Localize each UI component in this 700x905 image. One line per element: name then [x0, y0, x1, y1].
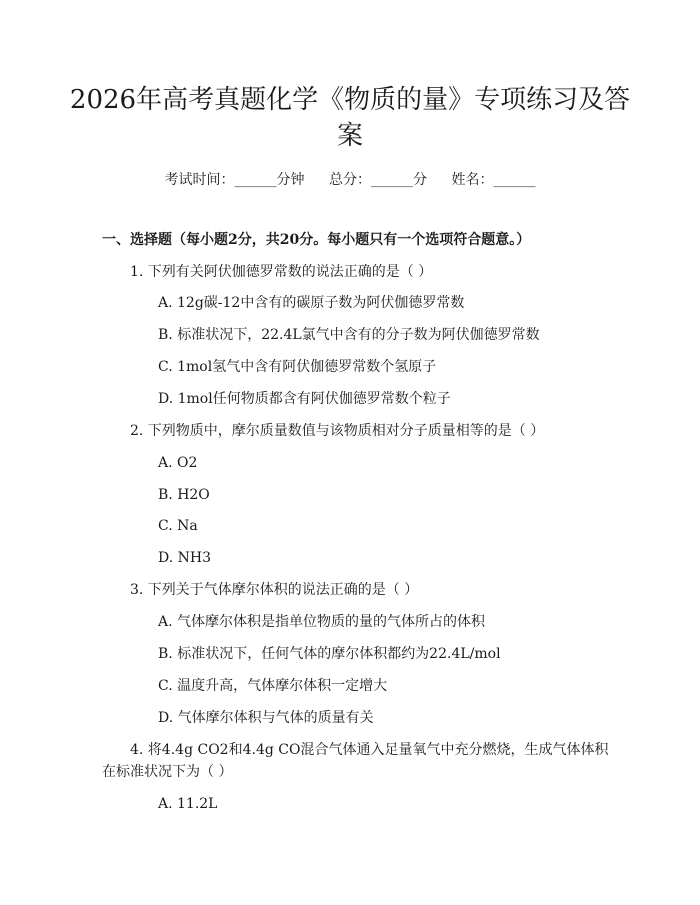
question-option: A. O2	[158, 455, 198, 471]
question-option: B. H2O	[158, 487, 210, 503]
question-option: D. 1mol任何物质都含有阿伏伽德罗常数个粒子	[158, 391, 451, 407]
exam-name: 姓名：______	[451, 172, 536, 188]
question-option: A. 气体摩尔体积是指单位物质的量的气体所占的体积	[158, 614, 486, 630]
question-option: A. 12g碳-12中含有的碳原子数为阿伏伽德罗常数	[158, 295, 465, 311]
question-option: D. NH3	[158, 550, 211, 566]
question-option: C. 1mol氢气中含有阿伏伽德罗常数个氢原子	[158, 359, 437, 375]
document-title: 2026年高考真题化学《物质的量》专项练习及答案	[69, 85, 631, 151]
question-stem: 3. 下列关于气体摩尔体积的说法正确的是（ ）	[130, 582, 419, 598]
question-option: B. 标准状况下，22.4L氯气中含有的分子数为阿伏伽德罗常数	[158, 327, 540, 343]
exam-score: 总分：______分	[329, 172, 427, 188]
question-stem: 1. 下列有关阿伏伽德罗常数的说法正确的是（ ）	[130, 264, 433, 280]
exam-time: 考试时间：______分钟	[164, 172, 305, 188]
question-stem: 4. 将4.4g CO2和4.4g CO混合气体通入足量氧气中充分燃烧，生成气体体积在标准状况下为（ ）	[102, 742, 609, 780]
question-option: A. 11.2L	[158, 796, 218, 812]
section-heading: 一、选择题（每小题2分，共20分。每小题只有一个选项符合题意。）	[102, 232, 531, 248]
question-option: C. 温度升高，气体摩尔体积一定增大	[158, 678, 388, 694]
question-stem: 2. 下列物质中，摩尔质量数值与该物质相对分子质量相等的是（ ）	[130, 423, 545, 439]
question-option: B. 标准状况下，任何气体的摩尔体积都约为22.4L/mol	[158, 646, 501, 662]
question-option: C. Na	[158, 518, 198, 534]
question-option: D. 气体摩尔体积与气体的质量有关	[158, 710, 374, 726]
exam-meta	[0, 170, 700, 190]
